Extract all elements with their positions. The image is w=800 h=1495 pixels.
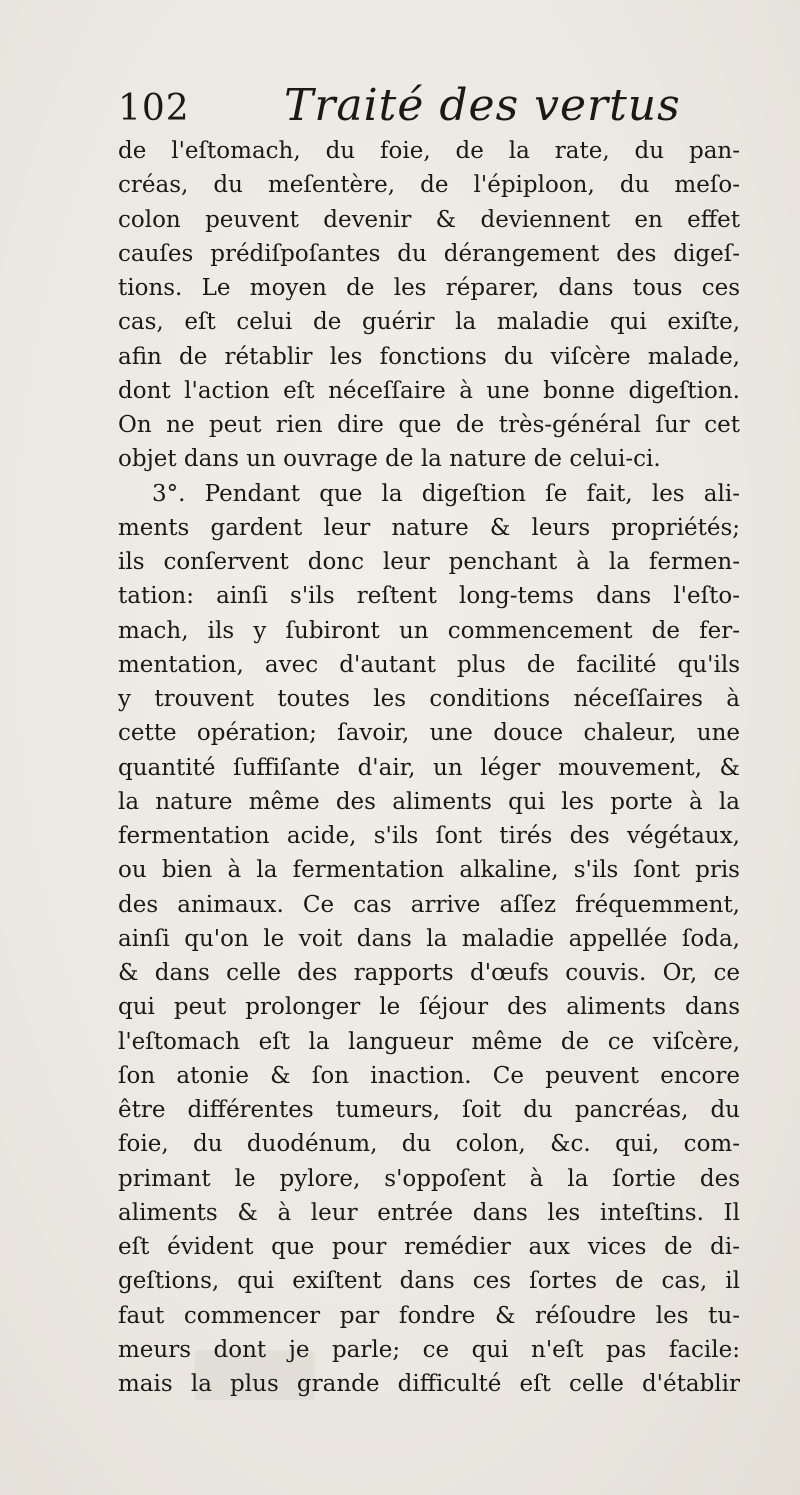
text-line: colon peuvent devenir & deviennent en effet [118, 206, 740, 233]
text-line: objet dans un ouvrage de la nature de celui-ci. [118, 446, 661, 473]
page-header [118, 78, 748, 140]
text-line: cette opération; ſavoir, une douce chaleur, une [118, 720, 740, 747]
text-line: ments gardent leur nature & leurs propriétés; [118, 514, 740, 541]
text-line: faut commencer par fondre & réſoudre les tu- [118, 1302, 740, 1329]
text-line: afin de rétablir les fonctions du viſcère malade, [118, 343, 740, 370]
text-line: des animaux. Ce cas arrive aſſez fréquemment, [118, 891, 740, 918]
text-line: cas, eſt celui de guérir la maladie qui exiſte, [118, 309, 740, 336]
text-line: ainſi qu'on le voit dans la maladie appellée ſoda, [118, 925, 740, 952]
text-line: meurs dont je parle; ce qui n'eſt pas facile: [118, 1336, 740, 1363]
text-line: qui peut prolonger le ſéjour des aliments dans [118, 994, 740, 1021]
text-line: 3°. Pendant que la digeſtion ſe fait, les ali- [152, 480, 740, 507]
text-line: geſtions, qui exiſtent dans ces ſortes de cas, il [118, 1268, 740, 1295]
text-line: être différentes tumeurs, ſoit du pancréas, du [118, 1097, 740, 1123]
text-line: dont l'action eſt néceſſaire à une bonne digeſtion. [118, 377, 740, 404]
body-text [118, 134, 740, 1401]
text-line: mais la plus grande difficulté eſt celle d'établir [118, 1371, 740, 1397]
text-line: ou bien à la fermentation alkaline, s'ils ſont pris [118, 857, 740, 884]
text-line: fermentation acide, s'ils ſont tirés des végétaux, [118, 823, 740, 849]
text-line: ſon atonie & ſon inaction. Ce peuvent encore [118, 1062, 740, 1089]
text-line: quantité ſuffiſante d'air, un léger mouvement, & [118, 754, 740, 781]
text-line: ils conſervent donc leur penchant à la fermen- [118, 549, 740, 575]
page-number: 102 [118, 88, 190, 129]
text-line: cauſes prédiſpoſantes du dérangement des digeſ- [118, 240, 740, 267]
text-line: foie, du duodénum, du colon, &c. qui, com- [118, 1131, 740, 1158]
text-line: & dans celle des rapports d'œufs couvis. Or, ce [118, 960, 740, 986]
text-line: mentation, avec d'autant plus de facilité qu'ils [118, 651, 740, 678]
text-line: eſt évident que pour remédier aux vices de di- [118, 1234, 740, 1260]
text-line: primant le pylore, s'oppoſent à la ſortie des [118, 1165, 740, 1192]
text-line: tions. Le moyen de les réparer, dans tous ces [118, 275, 740, 301]
text-line: aliments & à leur entrée dans les inteſtins. Il [118, 1199, 740, 1226]
text-line: tation: ainſi s'ils reſtent long-tems dans l'eſto- [118, 583, 740, 610]
text-line: la nature même des aliments qui les porte à la [118, 788, 740, 815]
text-line: de l'eſtomach, du foie, de la rate, du pan- [118, 138, 740, 164]
text-line: l'eſtomach eſt la langueur même de ce viſcère, [118, 1028, 740, 1055]
text-line: On ne peut rien dire que de très-général ſur cet [118, 412, 740, 438]
running-title: Traité des vertus [284, 80, 681, 131]
text-line: créas, du meſentère, de l'épiploon, du meſo- [118, 172, 740, 199]
text-line: mach, ils y ſubiront un commencement de fer- [118, 617, 740, 644]
text-line: y trouvent toutes les conditions néceſſaires à [118, 686, 740, 712]
